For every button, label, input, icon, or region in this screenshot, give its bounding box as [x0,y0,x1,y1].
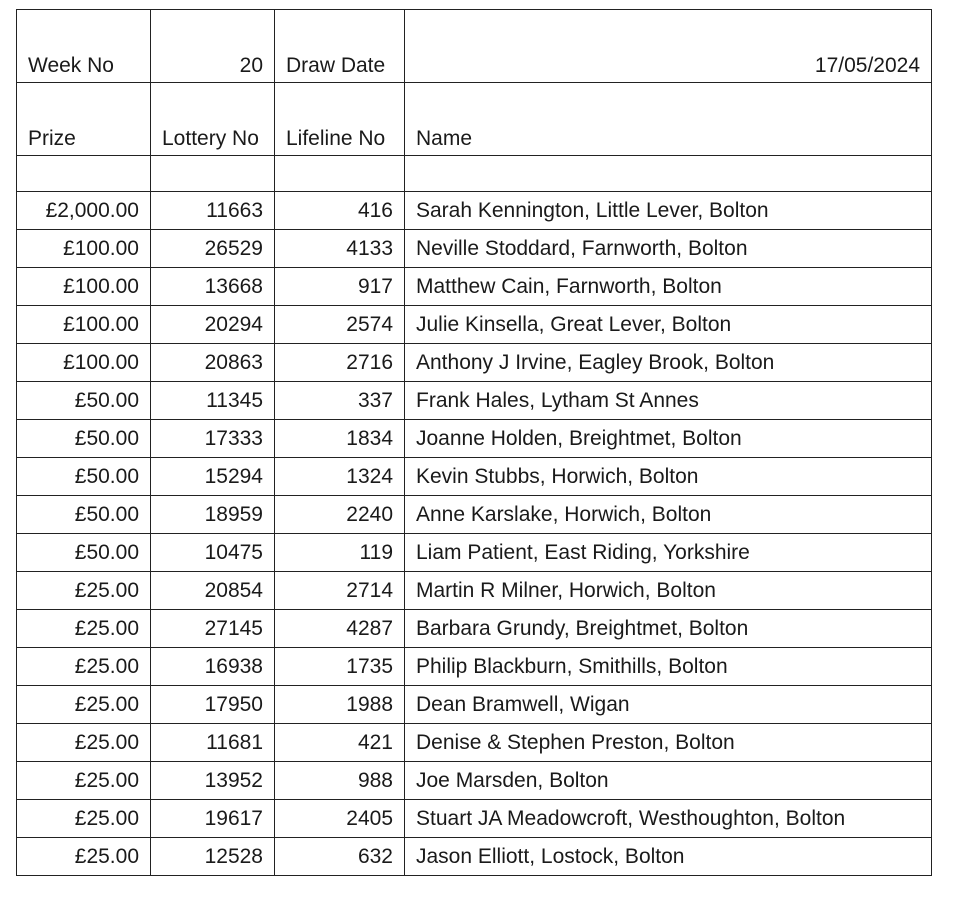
name-cell: Anthony J Irvine, Eagley Brook, Bolton [405,344,932,382]
name-cell: Dean Bramwell, Wigan [405,686,932,724]
lifeline-no-cell: 917 [275,268,405,306]
lottery-no-cell: 26529 [151,230,275,268]
prize-header: Prize [17,83,151,156]
table-row [17,800,932,838]
lottery-no-cell: 18959 [151,496,275,534]
prize-cell: £50.00 [17,458,151,496]
draw-date-label: Draw Date [275,10,405,83]
name-cell: Jason Elliott, Lostock, Bolton [405,838,932,876]
prize-cell: £50.00 [17,534,151,572]
table-row [17,344,932,382]
draw-date-value: 17/05/2024 [405,10,932,83]
winners-table [16,9,932,876]
lottery-no-cell: 16938 [151,648,275,686]
name-cell: Denise & Stephen Preston, Bolton [405,724,932,762]
lifeline-no-cell: 2240 [275,496,405,534]
name-header: Name [405,83,932,156]
lottery-no-header: Lottery No [151,83,275,156]
lifeline-no-cell: 421 [275,724,405,762]
prize-cell: £100.00 [17,268,151,306]
name-cell: Barbara Grundy, Breightmet, Bolton [405,610,932,648]
lifeline-no-header: Lifeline No [275,83,405,156]
name-cell: Neville Stoddard, Farnworth, Bolton [405,230,932,268]
name-cell: Joe Marsden, Bolton [405,762,932,800]
name-cell: Matthew Cain, Farnworth, Bolton [405,268,932,306]
table-row [17,420,932,458]
table-row [17,192,932,230]
table-row [17,610,932,648]
prize-cell: £25.00 [17,648,151,686]
lifeline-no-cell: 2716 [275,344,405,382]
column-header-row [17,83,932,156]
lottery-no-cell: 20294 [151,306,275,344]
lottery-no-cell: 17950 [151,686,275,724]
lottery-no-cell: 13952 [151,762,275,800]
lifeline-no-cell: 119 [275,534,405,572]
table-row [17,686,932,724]
name-cell: Anne Karslake, Horwich, Bolton [405,496,932,534]
prize-cell: £25.00 [17,838,151,876]
prize-cell: £50.00 [17,496,151,534]
prize-cell: £100.00 [17,230,151,268]
name-cell: Liam Patient, East Riding, Yorkshire [405,534,932,572]
prize-cell: £50.00 [17,382,151,420]
lifeline-no-cell: 1735 [275,648,405,686]
lottery-no-cell: 19617 [151,800,275,838]
table-row [17,534,932,572]
table-row [17,458,932,496]
week-header-row [17,10,932,83]
prize-cell: £50.00 [17,420,151,458]
lottery-no-cell: 11345 [151,382,275,420]
table-row [17,572,932,610]
lifeline-no-cell: 337 [275,382,405,420]
name-cell: Julie Kinsella, Great Lever, Bolton [405,306,932,344]
prize-cell: £2,000.00 [17,192,151,230]
lifeline-no-cell: 1324 [275,458,405,496]
prize-cell: £100.00 [17,344,151,382]
lottery-no-cell: 20854 [151,572,275,610]
prize-cell: £100.00 [17,306,151,344]
lottery-no-cell: 10475 [151,534,275,572]
lottery-no-cell: 11663 [151,192,275,230]
name-cell: Kevin Stubbs, Horwich, Bolton [405,458,932,496]
table-row [17,230,932,268]
lifeline-no-cell: 1988 [275,686,405,724]
lottery-no-cell: 27145 [151,610,275,648]
winners-table-body [17,10,932,876]
prize-cell: £25.00 [17,610,151,648]
lifeline-no-cell: 2714 [275,572,405,610]
lifeline-no-cell: 2405 [275,800,405,838]
name-cell: Martin R Milner, Horwich, Bolton [405,572,932,610]
lifeline-no-cell: 1834 [275,420,405,458]
prize-cell: £25.00 [17,686,151,724]
prize-cell: £25.00 [17,572,151,610]
name-cell: Frank Hales, Lytham St Annes [405,382,932,420]
lottery-no-cell: 15294 [151,458,275,496]
lottery-no-cell: 13668 [151,268,275,306]
lottery-no-cell: 20863 [151,344,275,382]
name-cell: Stuart JA Meadowcroft, Westhoughton, Bolton [405,800,932,838]
lottery-no-cell: 12528 [151,838,275,876]
table-row [17,838,932,876]
prize-cell: £25.00 [17,724,151,762]
name-cell: Philip Blackburn, Smithills, Bolton [405,648,932,686]
lottery-no-cell: 17333 [151,420,275,458]
week-label: Week No [17,10,151,83]
table-row [17,268,932,306]
blank-cell [405,156,932,192]
lifeline-no-cell: 2574 [275,306,405,344]
table-row [17,724,932,762]
prize-cell: £25.00 [17,762,151,800]
table-row [17,496,932,534]
week-value: 20 [151,10,275,83]
blank-cell [275,156,405,192]
name-cell: Sarah Kennington, Little Lever, Bolton [405,192,932,230]
lifeline-no-cell: 416 [275,192,405,230]
lifeline-no-cell: 4287 [275,610,405,648]
blank-cell [17,156,151,192]
lifeline-no-cell: 632 [275,838,405,876]
name-cell: Joanne Holden, Breightmet, Bolton [405,420,932,458]
prize-cell: £25.00 [17,800,151,838]
table-row [17,762,932,800]
table-row [17,306,932,344]
lottery-no-cell: 11681 [151,724,275,762]
lifeline-no-cell: 988 [275,762,405,800]
table-row [17,382,932,420]
blank-cell [151,156,275,192]
table-row [17,648,932,686]
lifeline-no-cell: 4133 [275,230,405,268]
blank-row [17,156,932,192]
